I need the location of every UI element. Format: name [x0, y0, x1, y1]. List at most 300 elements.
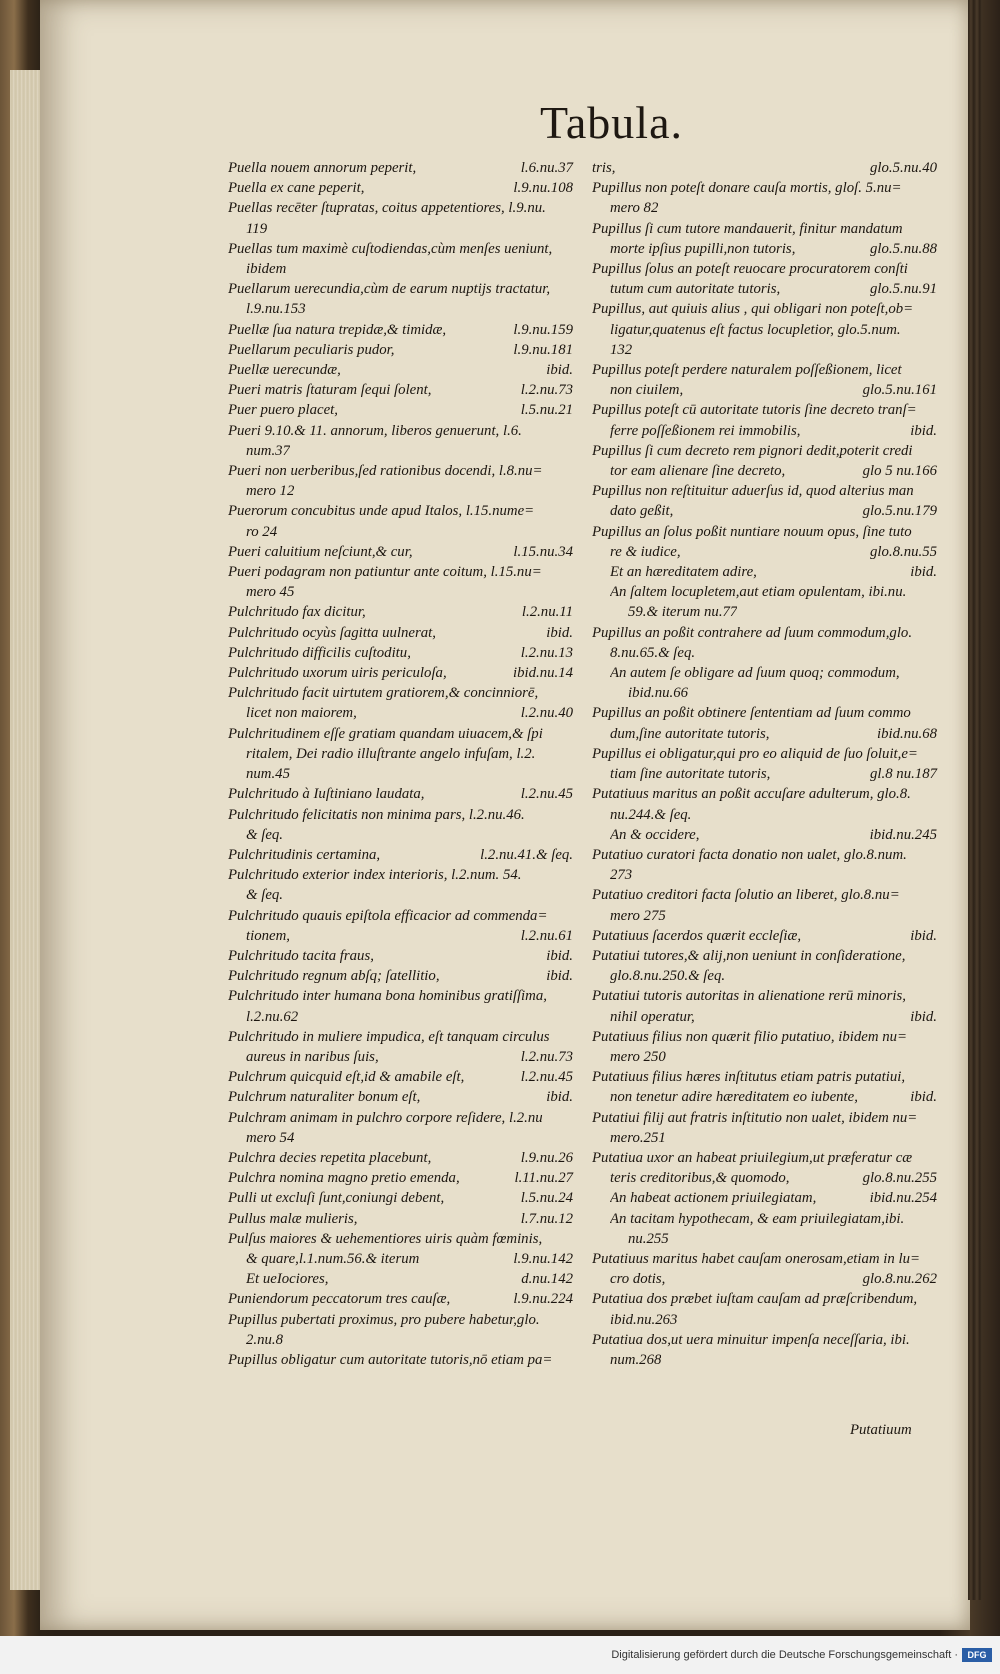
- entry-line: [228, 1047, 573, 1067]
- entry-reference: [929, 1350, 937, 1370]
- entry-line: [228, 885, 573, 905]
- index-entry: [228, 1087, 573, 1107]
- entry-text: Putatiuus filius non quærit filio putatiuo, ibidem nu=: [592, 1028, 907, 1045]
- entry-text: Pulchritudo regnum abſq; ſatellitio,: [228, 968, 440, 985]
- entry-line: [228, 259, 573, 279]
- entry-reference: l.2.nu.11: [521, 604, 573, 621]
- index-entry: [228, 1229, 573, 1269]
- entry-line: [228, 845, 573, 865]
- index-entry: [228, 239, 573, 279]
- index-entry: [592, 441, 937, 481]
- entry-line: [228, 663, 573, 683]
- entry-line: [228, 1310, 573, 1330]
- entry-text: Putatiuus filius hæres inſtitutus etiam patris putatiui,: [592, 1069, 906, 1086]
- entry-line: [592, 805, 937, 825]
- index-entry: [592, 562, 937, 582]
- entry-text: num.37: [246, 442, 290, 459]
- entry-line: [610, 1209, 937, 1229]
- index-entry: [228, 340, 573, 360]
- entry-reference: [565, 279, 573, 299]
- entry-line: [592, 1007, 937, 1027]
- entry-line: [592, 158, 937, 178]
- entry-line: [228, 724, 573, 744]
- index-entry: [592, 744, 937, 784]
- entry-text: Pupillus poteſt perdere naturalem poſſeßionem, licet: [592, 362, 902, 379]
- entry-text: num.268: [610, 1351, 662, 1368]
- entry-text: mero 54: [246, 1129, 295, 1146]
- entry-line: [610, 1229, 937, 1249]
- index-entry: [592, 926, 937, 946]
- entry-reference: glo.5.nu.161: [862, 382, 937, 399]
- entry-reference: l.9.nu.26: [520, 1149, 573, 1166]
- index-column-left: [228, 158, 573, 1370]
- entry-reference: [929, 784, 937, 804]
- entry-text: aureus in naribus ſuis,: [246, 1048, 379, 1065]
- index-entry: [592, 1188, 937, 1208]
- entry-reference: [565, 219, 573, 239]
- entry-reference: [929, 299, 937, 319]
- entry-reference: [565, 744, 573, 764]
- entry-reference: [565, 1027, 573, 1047]
- entry-text: Putatiuo curatori facta donatio non ualet, glo.8.num.: [592, 846, 907, 863]
- entry-line: [592, 1289, 937, 1309]
- entry-reference: [565, 1330, 573, 1350]
- entry-reference: glo.8.nu.55: [870, 543, 937, 560]
- entry-text: Pulſus maiores & uehementiores uiris quàm fœminis,: [228, 1230, 543, 1247]
- entry-reference: [565, 1007, 573, 1027]
- entry-text: tor eam alienare ſine decreto,: [610, 463, 786, 480]
- entry-reference: [565, 906, 573, 926]
- index-entry: [228, 623, 573, 643]
- entry-reference: ibid.: [546, 968, 573, 985]
- index-entry: [592, 623, 937, 663]
- entry-reference: [565, 198, 573, 218]
- entry-reference: glo.5.nu.88: [870, 240, 937, 257]
- entry-reference: ibid.nu.254: [869, 1190, 937, 1207]
- entry-line: [592, 259, 937, 279]
- entry-reference: ibid.: [546, 947, 573, 964]
- entry-reference: [929, 865, 937, 885]
- entry-line: [228, 623, 573, 643]
- entry-text: mero 12: [246, 483, 295, 500]
- entry-line: [592, 219, 937, 239]
- entry-text: ibidem: [246, 261, 287, 278]
- entry-text: Putatiua dos,ut uera minuitur impenſa neceſſaria, ibi.: [592, 1331, 910, 1348]
- entry-text: Putatiuus ſacerdos quærit eccleſiæ,: [592, 927, 802, 944]
- entry-line: [228, 1027, 573, 1047]
- entry-line: [228, 683, 573, 703]
- entry-reference: ibid.nu.245: [869, 826, 937, 843]
- index-entry: [228, 986, 573, 1026]
- entry-line: [228, 1128, 573, 1148]
- entry-reference: [929, 340, 937, 360]
- entry-reference: l.9.nu.142: [513, 1250, 573, 1267]
- entry-line: [592, 906, 937, 926]
- entry-text: dum,ſine autoritate tutoris,: [610, 725, 770, 742]
- entry-reference: [929, 1128, 937, 1148]
- entry-reference: [565, 764, 573, 784]
- entry-line: [228, 1229, 573, 1249]
- entry-text: Pueri caluitium neſciunt,& cur,: [228, 543, 413, 560]
- entry-text: Pueri matris ſtaturam ſequi ſolent,: [228, 382, 432, 399]
- entry-line: [592, 845, 937, 865]
- entry-line: [228, 966, 573, 986]
- entry-line: [592, 542, 937, 562]
- entry-reference: [565, 724, 573, 744]
- entry-line: [228, 1148, 573, 1168]
- entry-text: Et an hæreditatem adire,: [610, 564, 757, 581]
- entry-line: [592, 1047, 937, 1067]
- entry-reference: glo.5.nu.179: [862, 503, 937, 520]
- entry-text: Pulchritudo felicitatis non minima pars, l.2.nu.46.: [228, 806, 525, 823]
- entry-text: tionem,: [246, 927, 290, 944]
- index-entry: [592, 582, 937, 622]
- entry-reference: [929, 602, 937, 622]
- entry-text: An ſaltem locupletem,aut etiam opulentam, ibi.nu.: [610, 584, 907, 601]
- entry-line: [228, 1209, 573, 1229]
- entry-text: nu.255: [628, 1230, 669, 1247]
- entry-reference: [929, 441, 937, 461]
- entry-line: [592, 380, 937, 400]
- index-entry: [228, 805, 573, 845]
- entry-text: mero 45: [246, 584, 295, 601]
- index-entry: [228, 380, 573, 400]
- index-entry: [228, 946, 573, 966]
- index-entry: [592, 1067, 937, 1107]
- entry-text: & quare,l.1.num.56.& iterum: [246, 1250, 420, 1267]
- entry-text: Pullus malæ mulieris,: [228, 1210, 358, 1227]
- entry-line: [228, 1067, 573, 1087]
- entry-reference: l.7.nu.12: [520, 1210, 573, 1227]
- entry-line: [592, 1168, 937, 1188]
- entry-line: [228, 522, 573, 542]
- entry-reference: l.5.nu.24: [520, 1190, 573, 1207]
- entry-line: [592, 1108, 937, 1128]
- index-entry: [592, 259, 937, 299]
- entry-reference: l.9.nu.108: [513, 180, 573, 197]
- entry-reference: ibid.nu.14: [512, 665, 573, 682]
- entry-text: Pupillus an ſolus poßit nuntiare nouum opus, ſine tuto: [592, 523, 912, 540]
- entry-reference: [929, 1229, 937, 1249]
- entry-line: [592, 1128, 937, 1148]
- entry-line: [592, 239, 937, 259]
- index-entry: [228, 1209, 573, 1229]
- entry-text: Putatiua dos præbet iuſtam cauſam ad præſcribendum,: [592, 1291, 918, 1308]
- entry-reference: [565, 1229, 573, 1249]
- page-edge-left: [10, 70, 41, 1590]
- entry-line: [592, 1350, 937, 1370]
- entry-line: [228, 865, 573, 885]
- entry-line: [246, 1269, 573, 1289]
- entry-line: [592, 744, 937, 764]
- entry-text: Pupillus non poteſt donare cauſa mortis, gloſ. 5.nu=: [592, 180, 902, 197]
- entry-text: nu.244.& ſeq.: [610, 806, 692, 823]
- entry-reference: [565, 885, 573, 905]
- entry-reference: [929, 1067, 937, 1087]
- entry-text: l.2.nu.62: [246, 1008, 299, 1025]
- entry-text: Pulchra nomina magno pretio emenda,: [228, 1170, 460, 1187]
- entry-line: [592, 966, 937, 986]
- entry-line: [592, 926, 937, 946]
- entry-reference: [929, 1330, 937, 1350]
- entry-line: [592, 643, 937, 663]
- entry-text: Pupillus an poßit contrahere ad ſuum commodum,glo.: [592, 624, 913, 641]
- entry-text: An autem ſe obligare ad ſuum quoq; commodum,: [610, 665, 900, 682]
- entry-text: Et ueIociores,: [246, 1271, 329, 1288]
- entry-reference: [929, 703, 937, 723]
- entry-line: [228, 1289, 573, 1309]
- entry-reference: ibid.: [910, 422, 937, 439]
- index-entry: [228, 1350, 573, 1370]
- entry-reference: ibid.: [910, 1089, 937, 1106]
- index-entry: [592, 825, 937, 845]
- entry-text: Pupillus pubertati proximus, pro pubere habetur,glo.: [228, 1311, 540, 1328]
- entry-reference: [565, 683, 573, 703]
- entry-reference: [565, 501, 573, 521]
- index-entry: [228, 461, 573, 501]
- entry-reference: ibid.: [546, 1089, 573, 1106]
- entry-text: Puniendorum peccatorum tres cauſæ,: [228, 1291, 451, 1308]
- entry-reference: [929, 663, 937, 683]
- footer-credit: Digitalisierung gefördert durch die Deutsche Forschungsgemeinschaft ·: [611, 1649, 958, 1661]
- entry-reference: glo.5.nu.91: [870, 281, 937, 298]
- index-entry: [228, 1310, 573, 1350]
- index-entry: [592, 784, 937, 824]
- entry-reference: [565, 481, 573, 501]
- entry-text: Putatiui tutoris autoritas in alienatione rerū minoris,: [592, 988, 906, 1005]
- entry-line: [592, 1269, 937, 1289]
- entry-text: non ciuilem,: [610, 382, 684, 399]
- entry-text: & ſeq.: [246, 887, 283, 904]
- index-entry: [228, 906, 573, 946]
- index-entry: [592, 219, 937, 259]
- entry-text: ibid.nu.263: [610, 1311, 678, 1328]
- entry-line: [228, 1249, 573, 1269]
- entry-reference: [565, 421, 573, 441]
- entry-text: Puellas recēter ſtupratas, coitus appetentiores, l.9.nu.: [228, 200, 546, 217]
- index-entry: [228, 683, 573, 723]
- entry-text: Putatiui filij aut fratris inſtitutio non ualet, ibidem nu=: [592, 1109, 918, 1126]
- index-entry: [228, 663, 573, 683]
- entry-line: [592, 1027, 937, 1047]
- entry-reference: gl.8 nu.187: [870, 766, 937, 783]
- entry-reference: [565, 1108, 573, 1128]
- entry-reference: [565, 441, 573, 461]
- entry-text: 119: [246, 220, 268, 237]
- entry-text: Pulchritudo ocyùs ſagitta uulnerat,: [228, 624, 436, 641]
- entry-line: [592, 784, 937, 804]
- entry-text: Puellæ uerecundæ,: [228, 362, 341, 379]
- entry-reference: ibid.: [546, 362, 573, 379]
- entry-line: [592, 623, 937, 643]
- entry-text: 2.nu.8: [246, 1331, 283, 1348]
- entry-text: Pulchritudinis certamina,: [228, 846, 381, 863]
- entry-text: Puella ex cane peperit,: [228, 180, 365, 197]
- entry-reference: [929, 1289, 937, 1309]
- entry-text: Pulchritudo exterior index interioris, l.2.num. 54.: [228, 867, 522, 884]
- entry-line: [592, 703, 937, 723]
- index-entry: [592, 946, 937, 986]
- entry-text: ligatur,quatenus eſt factus locupletior, glo.5.num.: [610, 321, 901, 338]
- index-entry: [228, 501, 573, 541]
- entry-reference: glo.8.nu.255: [862, 1170, 937, 1187]
- entry-reference: [929, 259, 937, 279]
- entry-text: Pulli ut excluſi ſunt,coniungi debent,: [228, 1190, 445, 1207]
- entry-text: Puerorum concubitus unde apud Italos, l.15.nume=: [228, 503, 535, 520]
- entry-reference: [929, 906, 937, 926]
- index-entry: [592, 158, 937, 178]
- entry-reference: [565, 805, 573, 825]
- entry-reference: [929, 320, 937, 340]
- entry-text: teris creditoribus,& quomodo,: [610, 1170, 790, 1187]
- entry-reference: [929, 683, 937, 703]
- index-entry: [228, 1188, 573, 1208]
- entry-reference: [565, 825, 573, 845]
- entry-line: [228, 421, 573, 441]
- entry-text: Puellæ ſua natura trepidæ,& timidæ,: [228, 321, 447, 338]
- index-entry: [228, 198, 573, 238]
- entry-reference: [929, 1027, 937, 1047]
- entry-text: dato geßit,: [610, 503, 674, 520]
- entry-reference: l.11.nu.27: [514, 1170, 573, 1187]
- entry-text: ferre poſſeßionem rei immobilis,: [610, 422, 801, 439]
- entry-text: Pulchritudo fax dicitur,: [228, 604, 366, 621]
- entry-text: tiam ſine autoritate tutoris,: [610, 766, 771, 783]
- entry-reference: ibid.: [546, 624, 573, 641]
- entry-reference: ibid.nu.68: [876, 725, 937, 742]
- entry-text: tris,: [592, 160, 616, 176]
- entry-text: Pulchrum naturaliter bonum eſt,: [228, 1089, 421, 1106]
- entry-text: 59.& iterum nu.77: [628, 604, 738, 621]
- index-entry: [592, 703, 937, 743]
- entry-line: [592, 724, 937, 744]
- entry-reference: [929, 522, 937, 542]
- entry-line: [592, 1249, 937, 1269]
- entry-line: [228, 643, 573, 663]
- entry-reference: l.2.nu.73: [520, 382, 573, 399]
- entry-reference: [929, 643, 937, 663]
- entry-line: [228, 178, 573, 198]
- entry-line: [592, 178, 937, 198]
- entry-reference: ibid.: [910, 1008, 937, 1025]
- entry-reference: [929, 1047, 937, 1067]
- entry-line: [228, 299, 573, 319]
- entry-line: [228, 1108, 573, 1128]
- entry-line: [228, 1087, 573, 1107]
- entry-reference: [565, 259, 573, 279]
- entry-line: [610, 582, 937, 602]
- entry-reference: l.2.nu.73: [520, 1048, 573, 1065]
- index-entry: [228, 400, 573, 420]
- index-entry: [228, 1148, 573, 1168]
- entry-reference: [565, 1350, 573, 1370]
- index-entry: [228, 562, 573, 602]
- entry-line: [610, 825, 937, 845]
- entry-line: [610, 1188, 937, 1208]
- entry-reference: [929, 178, 937, 198]
- entry-line: [228, 986, 573, 1006]
- entry-line: [592, 320, 937, 340]
- entry-reference: [929, 400, 937, 420]
- index-entry: [592, 360, 937, 400]
- footer-bar: [0, 1636, 1000, 1674]
- entry-line: [228, 340, 573, 360]
- entry-reference: [565, 986, 573, 1006]
- index-entry: [592, 178, 937, 218]
- entry-reference: [565, 299, 573, 319]
- index-entry: [592, 1249, 937, 1289]
- entry-line: [228, 784, 573, 804]
- entry-reference: [929, 805, 937, 825]
- entry-line: [592, 1330, 937, 1350]
- entry-line: [228, 239, 573, 259]
- entry-line: [228, 1007, 573, 1027]
- entry-line: [228, 501, 573, 521]
- entry-text: Pulchritudo inter humana bona hominibus gratiſſima,: [228, 988, 547, 1005]
- entry-text: 132: [610, 341, 633, 358]
- entry-reference: l.5.nu.21: [520, 402, 573, 419]
- index-column-right: [592, 158, 937, 1370]
- entry-reference: [929, 845, 937, 865]
- index-entry: [228, 1168, 573, 1188]
- entry-reference: l.2.nu.41.& ſeq.: [480, 846, 573, 863]
- entry-line: [592, 279, 937, 299]
- entry-line: [228, 825, 573, 845]
- entry-text: Pupillus poteſt cū autoritate tutoris ſine decreto tranſ=: [592, 402, 917, 419]
- index-entry: [228, 784, 573, 804]
- entry-text: Putatiui tutores,& alij,non ueniunt in conſideratione,: [592, 947, 906, 964]
- catchword: Putatiuum: [850, 1422, 912, 1438]
- index-entry: [592, 481, 937, 521]
- entry-line: [592, 885, 937, 905]
- entry-reference: [565, 1310, 573, 1330]
- entry-line: [228, 481, 573, 501]
- entry-text: Putatiuo creditori facta ſolutio an liberet, glo.8.nu=: [592, 887, 900, 904]
- index-entry: [228, 421, 573, 461]
- entry-line: [592, 400, 937, 420]
- entry-line: [610, 663, 937, 683]
- index-entry: [228, 1289, 573, 1309]
- entry-line: [592, 198, 937, 218]
- entry-reference: l.15.nu.34: [513, 543, 573, 560]
- entry-text: Putatiuus maritus an poßit accuſare adulterum, glo.8.: [592, 786, 911, 803]
- entry-line: [610, 562, 937, 582]
- entry-line: [592, 501, 937, 521]
- entry-reference: [929, 481, 937, 501]
- entry-reference: [565, 562, 573, 582]
- entry-text: mero 275: [610, 907, 666, 924]
- index-entry: [228, 178, 573, 198]
- entry-line: [228, 562, 573, 582]
- index-entry: [592, 986, 937, 1026]
- index-entry: [228, 360, 573, 380]
- entry-text: Pupillus obligatur cum autoritate tutoris,nō etiam pa=: [228, 1351, 553, 1368]
- entry-text: Puellas tum maximè cuſtodiendas,cùm menſes ueniunt,: [228, 240, 553, 257]
- index-entry: [592, 845, 937, 885]
- index-entry: [592, 1330, 937, 1370]
- index-entry: [592, 522, 937, 562]
- entry-text: l.9.nu.153: [246, 301, 306, 318]
- entry-text: num.45: [246, 766, 290, 783]
- entry-reference: ibid.: [910, 927, 937, 944]
- entry-reference: l.2.nu.13: [520, 644, 573, 661]
- index-entry: [228, 865, 573, 905]
- entry-line: [592, 1087, 937, 1107]
- entry-text: mero 82: [610, 200, 659, 217]
- entry-line: [228, 703, 573, 723]
- entry-text: Pulchritudo difficilis cuſtoditu,: [228, 644, 411, 661]
- index-entry: [228, 724, 573, 785]
